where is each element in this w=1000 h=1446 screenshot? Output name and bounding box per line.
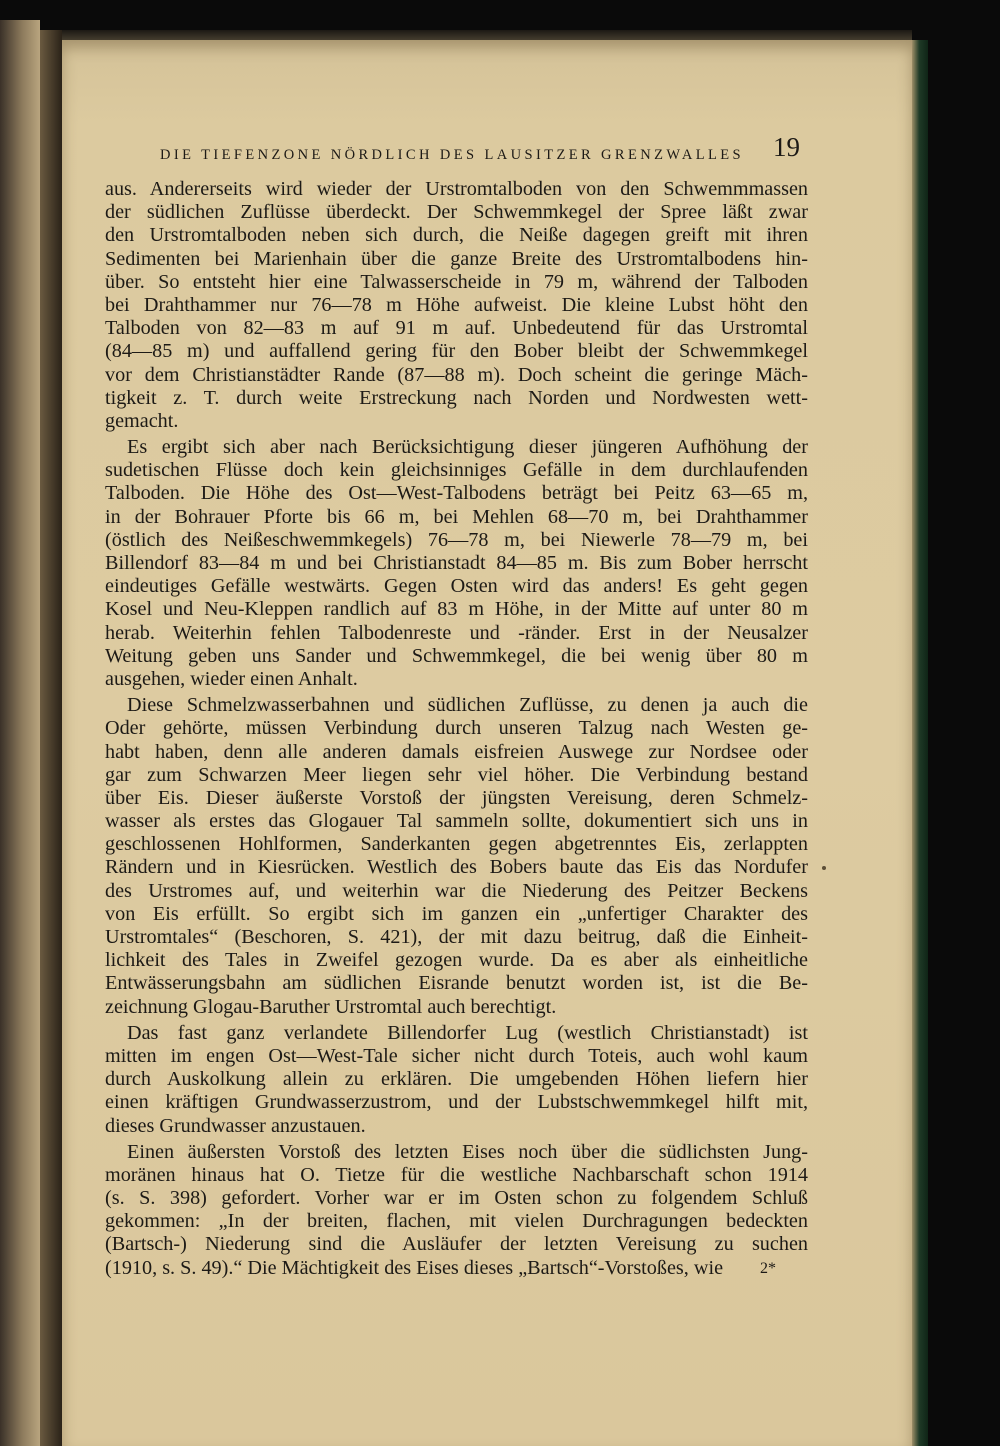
paper-speck [822,866,826,870]
text-line: (östlich des Neißeschwemmkegels) 76—78 m, bei Niewerle 78—79 m, bei [105,528,808,551]
text-line: Talboden von 82—83 m auf 91 m auf. Unbedeutend für das Urstromtal [105,317,808,340]
book-cover-edge [912,40,928,1446]
text-line: geschlossenen Hohlformen, Sanderkanten gegen abgetrenntes Eis, zerlappten [105,833,808,856]
page-header [160,132,800,172]
text-line: moränen hinaus hat O. Tietze für die westliche Nachbarschaft schon 1914 [105,1163,808,1186]
text-line: Einen äußersten Vorstoß des letzten Eises noch über die südlichsten Jung- [127,1140,808,1163]
text-line: vor dem Christianstädter Rande (87—88 m). Doch scheint die geringe Mäch- [105,363,808,386]
text-line: (s. S. 398) gefordert. Vorher war er im Osten schon zu folgendem Schluß [105,1187,808,1210]
paragraph [105,1141,808,1280]
paragraph [105,694,808,1019]
text-line: zeichnung Glogau-Baruther Urstromtal auch berechtigt. [105,995,557,1018]
text-line: Weitung geben uns Sander und Schwemmkegel, die bei wenig über 80 m [105,644,808,667]
paragraph [105,178,808,433]
body-text [105,178,808,1282]
text-line: durch Auskolkung allein zu erklären. Die umgebenden Höhen liefern hier [105,1068,808,1091]
facing-page-edge [0,20,40,1446]
text-line: bei Drahthammer nur 76—78 m Höhe aufweist. Die kleine Lubst höht den [105,293,808,316]
book-gutter [40,30,62,1446]
text-line: (Bartsch-) Niederung sind die Ausläufer der letzten Vereisung zu suchen [105,1233,808,1256]
text-line: Talboden. Die Höhe des Ost—West-Talbodens beträgt bei Peitz 63—65 m, [105,482,808,505]
paragraph [105,436,808,691]
text-line: tigkeit z. T. durch weite Erstreckung nach Norden und Nordwesten wett- [105,386,808,409]
text-line: gemacht. [105,409,179,432]
text-line: der südlichen Zuflüsse überdeckt. Der Schwemmkegel der Spree läßt zwar [105,201,808,224]
text-line: dieses Grundwasser anzustauen. [105,1114,366,1137]
text-line: (84—85 m) und auffallend gering für den Bober bleibt der Schwemmkegel [105,340,808,363]
text-line: mitten im engen Ost—West-Tale sicher nicht durch Toteis, auch wohl kaum [105,1044,808,1067]
text-line: Oder gehörte, müssen Verbindung durch unseren Talzug nach Westen ge- [105,717,808,740]
text-line: über. So entsteht hier eine Talwasserscheide in 79 m, während der Talboden [105,270,808,293]
text-line: lichkeit des Tales in Zweifel gezogen wurde. Da es aber als einheitliche [105,949,808,972]
text-line: eindeutiges Gefälle westwärts. Gegen Osten wird das anders! Es geht gegen [105,575,808,598]
text-line: Diese Schmelzwasserbahnen und südlichen Zuflüsse, zu denen ja auch die [127,694,808,717]
text-line: Billendorf 83—84 m und bei Christianstadt 84—85 m. Bis zum Bober herrscht [105,552,808,574]
text-line: (1910, s. S. 49).“ Die Mächtigkeit des Eises dieses „Bartsch“-Vorstoßes, wie [105,1256,724,1279]
text-line: in der Bohrauer Pforte bis 66 m, bei Mehlen 68—70 m, bei Drahthammer [105,505,808,528]
text-line: von Eis erfüllt. So ergibt sich im ganzen ein „unfertiger Charakter des [105,902,808,925]
text-line: Es ergibt sich aber nach Berücksichtigung dieser jüngeren Aufhöhung der [127,436,808,459]
text-line: den Urstromtalboden neben sich durch, die Neiße dagegen greift mit ihren [105,224,808,247]
text-line: wasser als erstes das Glogauer Tal sammeln sollte, dokumentiert sich uns in [105,810,808,833]
text-line: über Eis. Dieser äußerste Vorstoß der jüngsten Vereisung, deren Schmelz- [105,786,808,809]
paragraph [105,1022,808,1138]
text-line: einen kräftigen Grundwasserzustrom, und der Lubstschwemmkegel hilft mit, [105,1091,808,1114]
text-line: Entwässerungsbahn am südlichen Eisrande benutzt worden ist, ist die Be- [105,972,808,995]
signature-mark: 2* [760,1260,776,1277]
page-number: 19 [773,132,800,162]
text-line: des Urstromes auf, und weiterhin war die Niederung des Peitzer Beckens [105,879,808,902]
text-line: aus. Andererseits wird wieder der Urstromtalboden von den Schwemmmassen [105,178,808,200]
text-line: gekommen: „In der breiten, flachen, mit vielen Durchragungen bedeckten [105,1210,808,1233]
text-line: Das fast ganz verlandete Billendorfer Lug (westlich Christianstadt) ist [127,1021,808,1044]
text-line: Sedimenten bei Marienhain über die ganze Breite des Urstromtalbodens hin- [105,247,808,270]
text-line: Kosel und Neu-Kleppen randlich auf 83 m Höhe, in der Mitte auf unter 80 m [105,598,808,621]
text-line: ausgehen, wieder einen Anhalt. [105,667,358,690]
text-line: habt haben, denn alle anderen damals eisfreien Auswege zur Nordsee oder [105,740,808,763]
text-line: gar zum Schwarzen Meer liegen sehr viel höher. Die Verbindung bestand [105,763,808,786]
text-line: herab. Weiterhin fehlen Talbodenreste und -ränder. Erst in der Neusalzer [105,621,808,644]
text-line: Urstromtales“ (Beschoren, S. 421), der mit dazu beitrug, daß die Einheit- [105,926,808,948]
text-line: Rändern und in Kiesrücken. Westlich des Bobers baute das Eis das Nordufer [105,856,808,879]
text-line: sudetischen Flüsse doch kein gleichsinniges Gefälle in dem durchlaufenden [105,459,808,482]
running-title: DIE TIEFENZONE NÖRDLICH DES LAUSITZER GRENZWALLES [160,147,744,163]
